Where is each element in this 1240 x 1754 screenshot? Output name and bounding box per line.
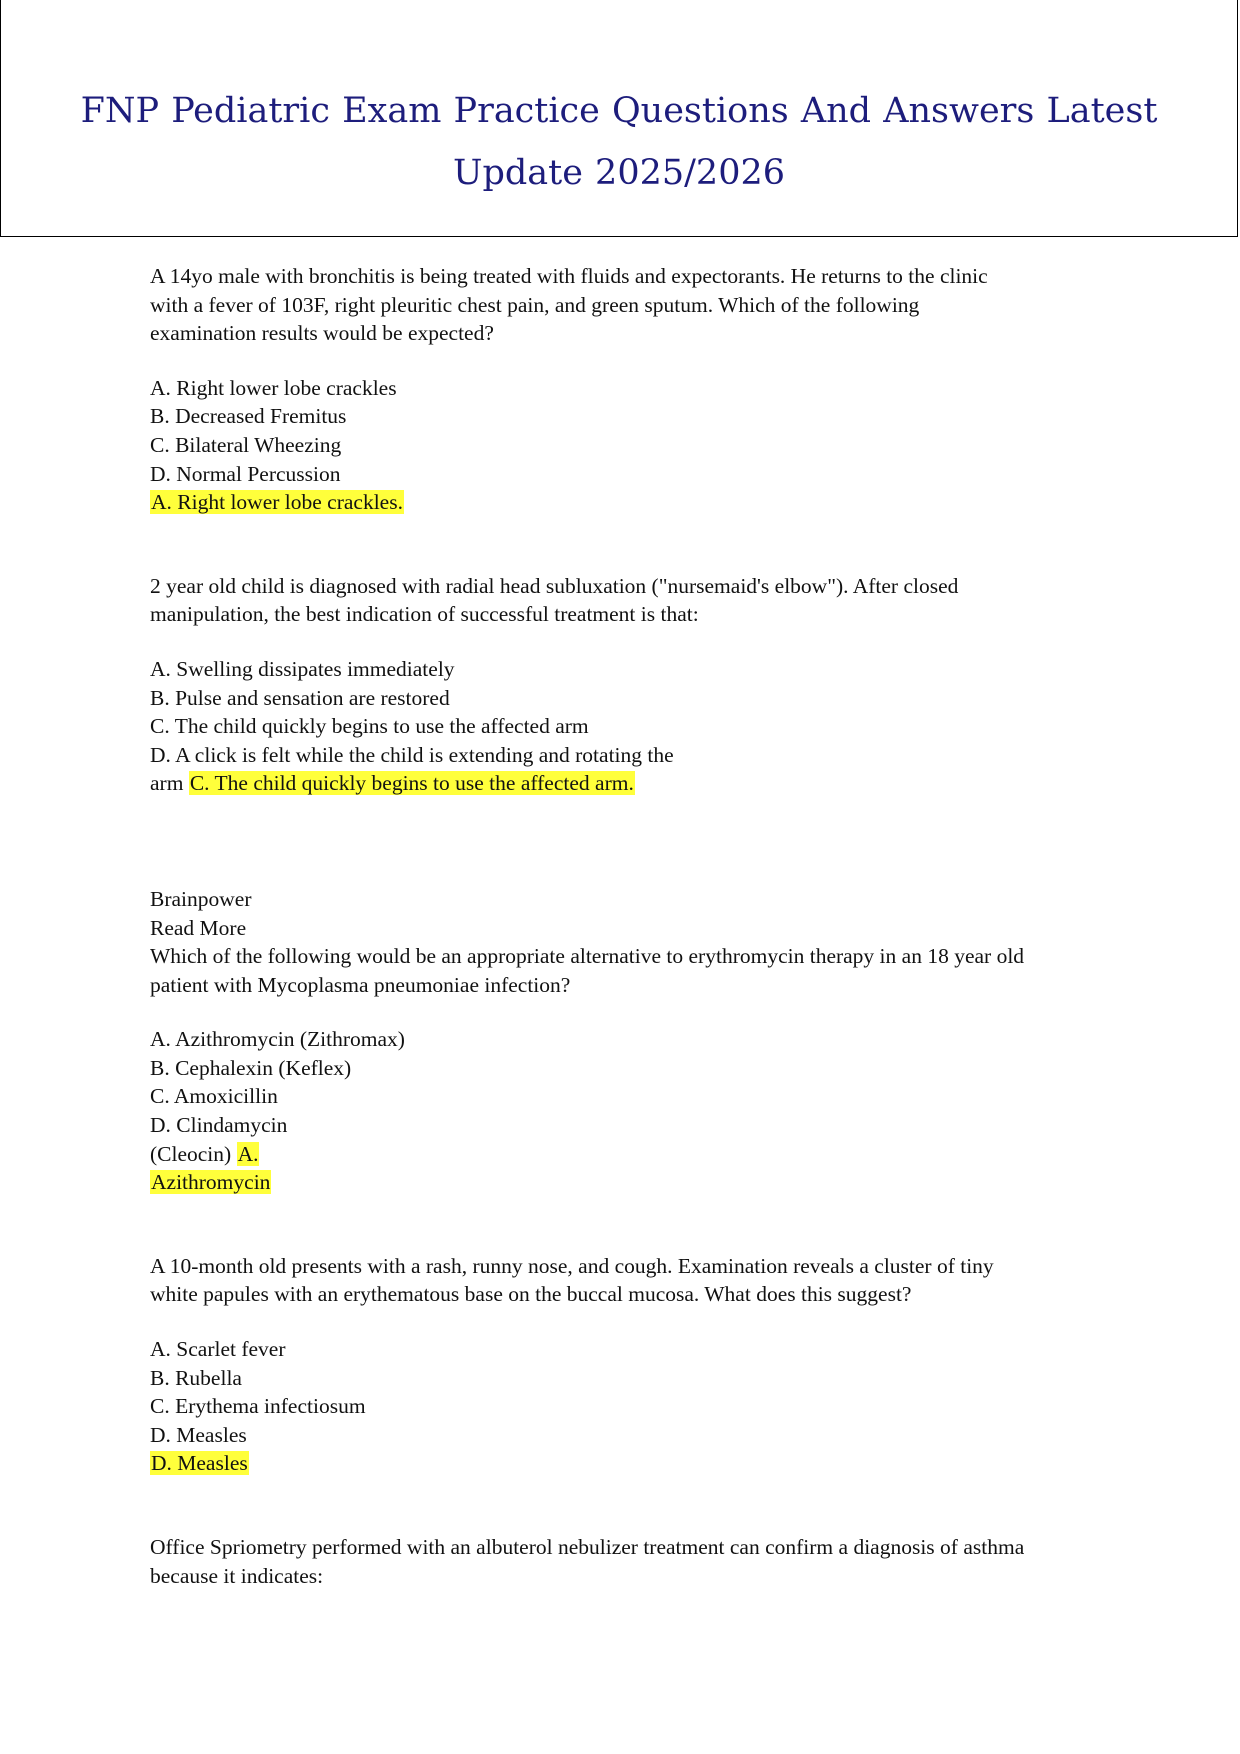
answer-option: D. Measles [150,1422,247,1447]
question-stem-line: with a fever of 103F, right pleuritic chest pain, and green sputum. Which of the following [150,292,920,317]
read-more-link[interactable]: Read More [150,915,247,940]
question-stem-line: A 10-month old presents with a rash, runny nose, and cough. Examination reveals a cluster of tiny [150,1253,994,1278]
question-stem-line: because it indicates: [150,1563,324,1588]
correct-answer-highlight: Azithromycin [151,1170,271,1195]
answer-option: A. Right lower lobe crackles [150,375,397,400]
document-title [1,80,1237,204]
correct-answer-highlight: C. The child quickly begins to use the affected arm. [189,771,634,796]
answer-option: A. Scarlet fever [150,1337,286,1362]
answer-option: D. A click is felt while the child is extending and rotating the [150,742,674,767]
question-stem-line: 2 year old child is diagnosed with radial head subluxation ("nursemaid's elbow"). After closed [150,573,959,598]
question-stem-line: examination results would be expected? [150,321,494,346]
title-box [0,0,1238,237]
answer-option: B. Pulse and sensation are restored [150,685,450,710]
answer-option: A. Azithromycin (Zithromax) [150,1027,405,1052]
answer-option: D. Clindamycin [150,1113,288,1138]
answer-option: D. Normal Percussion [150,461,341,486]
question-3 [150,942,1090,1197]
question-stem-line: patient with Mycoplasma pneumoniae infection? [150,972,571,997]
answer-option: C. Erythema infectiosum [150,1394,366,1419]
question-2 [150,572,1090,798]
answer-option: A. Swelling dissipates immediately [150,656,455,681]
question-stem-line: white papules with an erythematous base on the buccal mucosa. What does this suggest? [150,1282,912,1307]
question-5 [150,1533,1090,1590]
answer-option: B. Cephalexin (Keflex) [150,1055,352,1080]
question-1 [150,262,1090,517]
question-stem-line: Office Spriometry performed with an albuterol nebulizer treatment can confirm a diagnosis of asthma [150,1535,1025,1559]
answer-option: B. Rubella [150,1365,242,1390]
answer-option: C. The child quickly begins to use the affected arm [150,714,589,739]
correct-answer-highlight: D. Measles [151,1451,248,1476]
question-stem-line: manipulation, the best indication of successful treatment is that: [150,602,699,627]
answer-option: C. Bilateral Wheezing [150,432,342,457]
title-line-2: Update 2025/2026 [452,153,785,193]
answer-option-tail: arm [150,771,184,796]
answer-option: C. Amoxicillin [150,1084,278,1109]
document-body [150,262,1090,1590]
brainpower-label: Brainpower [150,886,252,911]
question-4 [150,1252,1090,1478]
title-line-1: FNP Pediatric Exam Practice Questions And Answers Latest [80,91,1158,131]
correct-answer-highlight: A. [237,1141,259,1166]
answer-option-tail: (Cleocin) [150,1141,232,1166]
answer-option: B. Decreased Fremitus [150,404,347,429]
question-stem-line: A 14yo male with bronchitis is being treated with fluids and expectorants. He returns to the clinic [150,264,988,288]
correct-answer-highlight: A. Right lower lobe crackles. [151,490,403,515]
interlude [150,885,1090,942]
question-stem-line: Which of the following would be an appropriate alternative to erythromycin therapy in an 18 year old [150,944,1025,969]
